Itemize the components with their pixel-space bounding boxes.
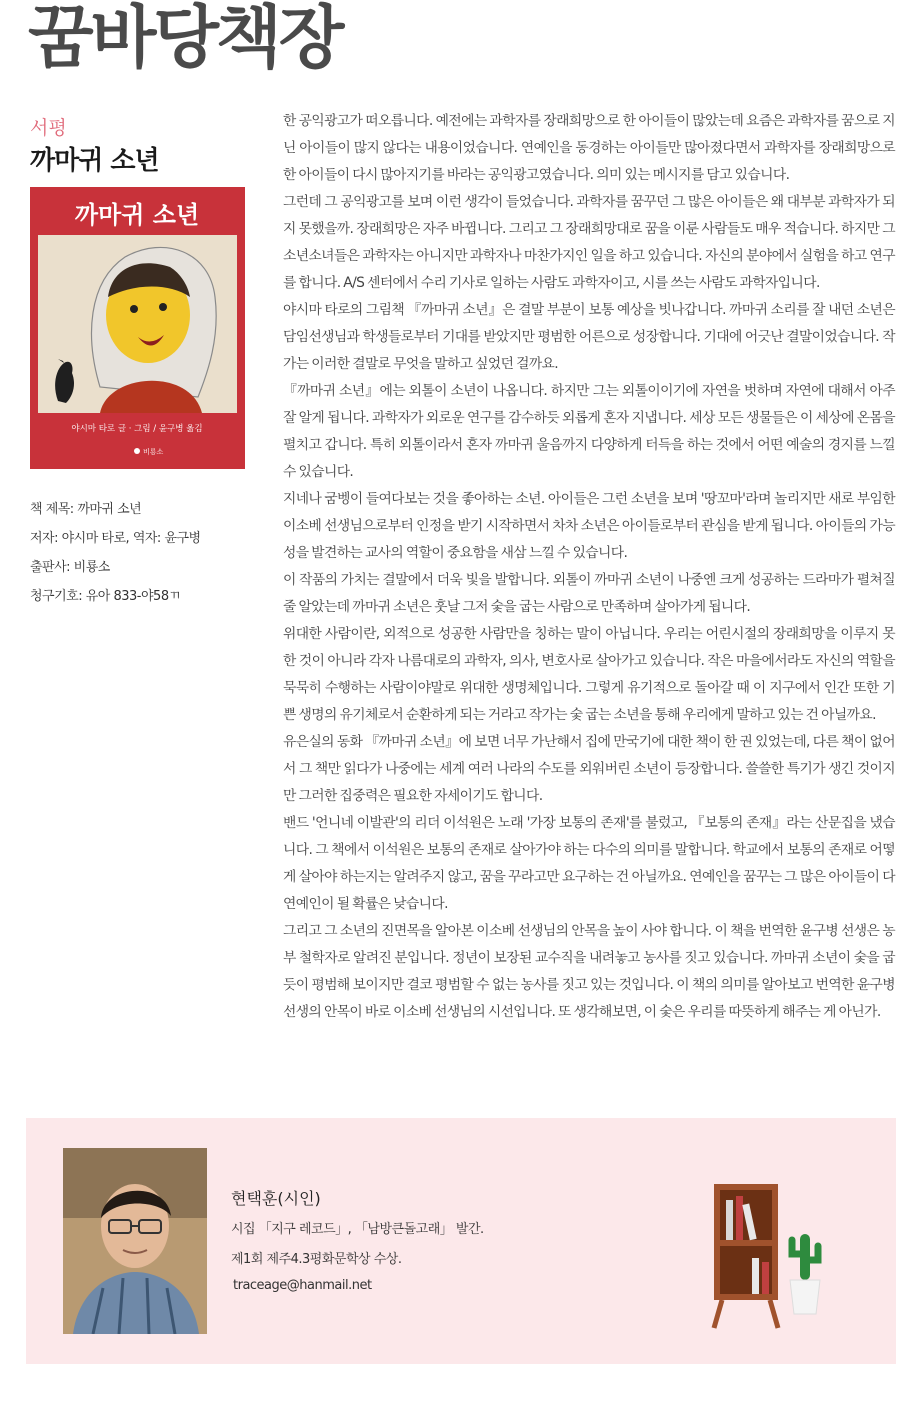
masthead-title: 꿈바당책장 <box>28 0 342 78</box>
author-profile-box <box>26 1118 896 1364</box>
review-body <box>283 108 895 1026</box>
review-paragraph: 그리고 그 소년의 진면목을 알아본 이소베 선생님의 안목을 높이 사야 합니다. 이 책을 번역한 윤구병 선생은 농부 철학자로 알려진 분입니다. 정년이 보장된 교수직을 내려놓고 농사를 짓고 있습니다. 까마귀 소년이 숯을 굽듯이 평범해 보이지만 결코 평범할 수 없는 농사를 짓고 있는 것입니다. 이 책의 의미를 알아보고 번역한 윤구병 선생의 안목이 바로 이소베 선생님의 시선입니다. 또 생각해보면, 이 숯은 우리를 따뜻하게 해주는 게 아닌가. <box>283 923 895 1020</box>
meta-title: 책 제목: 까마귀 소년 <box>30 502 142 517</box>
review-paragraph: 야시마 타로의 그림책 『까마귀 소년』은 결말 부분이 보통 예상을 빗나갑니다. 까마귀 소리를 잘 내던 소년은 담임선생님과 학생들로부터 기대를 받았지만 평범한 어른으로 성장합니다. 기대에 어긋난 결말이었습니다. 작가는 이러한 결말로 무엇을 말하고 싶었던 걸까요. <box>283 302 895 372</box>
review-paragraph: 밴드 '언니네 이발관'의 리더 이석원은 노래 '가장 보통의 존재'를 불렀고, 『보통의 존재』라는 산문집을 냈습니다. 그 책에서 이석원은 보통의 존재로 살아가야 하는 다수의 의미를 말합니다. 학교에서 보통의 존재로 어떻게 살아야 하는지는 알려주지 않고, 꿈을 꾸라고만 요구하는 건 아닐까요. 연예인을 꿈꾸는 그 많은 아이들이 다 연예인이 될 확률은 낮습니다. <box>283 815 895 912</box>
cover-title: 까마귀 소년 <box>74 201 200 229</box>
section-label: 서평 <box>30 117 67 139</box>
meta-author: 저자: 야시마 타로, 역자: 윤구병 <box>30 531 201 546</box>
cover-credit: 야시마 타로 글 · 그림 / 윤구병 옮김 <box>71 424 203 434</box>
review-paragraph: 『까마귀 소년』에는 외톨이 소년이 나옵니다. 하지만 그는 외톨이이기에 자연을 벗하며 자연에 대해서 아주 잘 알게 됩니다. 과학자가 외로운 연구를 감수하듯 외롭게 혼자 지냅니다. 세상 모든 생물들은 이 세상에 온몸을 펼치고 갑니다. 특히 외톨이라서 혼자 까마귀 울음까지 다양하게 터득을 하는 것에서 어떤 예술의 경지를 느낄 수 있습니다. <box>283 383 895 480</box>
meta-call-number: 청구기호: 유아 833-야58ㄲ <box>30 589 181 604</box>
review-paragraph: 지네나 굼벵이 들여다보는 것을 좋아하는 소년. 아이들은 그런 소년을 보며 '땅꼬마'라며 놀리지만 새로 부임한 이소베 선생님으로부터 인정을 받기 시작하면서 차차 소년은 아이들로부터 관심을 받게 됩니다. 아이들의 가능성을 발견하는 교사의 역할이 중요함을 새삼 느낄 수 있습니다. <box>283 491 895 561</box>
book-meta <box>30 500 260 616</box>
author-works: 시집 「지구 레코드」, 「남방큰돌고래」 발간. <box>231 1222 484 1237</box>
author-award: 제1회 제주4.3평화문학상 수상. <box>231 1252 402 1267</box>
cover-publisher-mark: 비룡소 <box>143 448 164 456</box>
review-paragraph: 위대한 사람이란, 외적으로 성공한 사람만을 칭하는 말이 아닙니다. 우리는 어린시절의 장래희망을 이루지 못한 것이 아니라 각자 나름대로의 과학자, 의사, 변호사로 살아가고 있습니다. 작은 마을에서라도 자신의 역할을 묵묵히 수행하는 사람이야말로 위대한 생명체입니다. 그렇게 유기적으로 돌아갈 때 이 지구에서 인간 또한 기쁜 생명의 유기체로서 순환하게 되는 거라고 작가는 숯 굽는 소년을 통해 우리에게 말하고 있는 건 아닐까요. <box>283 626 895 723</box>
review-paragraph: 한 공익광고가 떠오릅니다. 예전에는 과학자를 장래희망으로 한 아이들이 많았는데 요즘은 과학자를 꿈으로 지닌 아이들이 많지 않다는 내용이었습니다. 연예인을 동경하는 아이들만 많아졌다면서 과학자를 장래희망으로 한 아이들이 다시 많아지기를 바라는 공익광고였습니다. 의미 있는 메시지를 담고 있습니다. <box>283 113 895 183</box>
review-paragraph: 유은실의 동화 『까마귀 소년』에 보면 너무 가난해서 집에 만국기에 대한 책이 한 권 있었는데, 다른 책이 없어서 그 책만 읽다가 나중에는 세계 여러 나라의 수도를 외워버린 소년이 등장합니다. 쓸쓸한 특기가 생긴 것이지만 그러한 집중력은 필요한 자세이기도 합니다. <box>283 734 895 804</box>
author-portrait <box>63 1148 207 1334</box>
author-name: 현택훈(시인) <box>231 1189 321 1208</box>
bookshelf-cactus-illustration <box>708 1176 838 1336</box>
book-title: 까마귀 소년 <box>30 146 159 176</box>
book-cover-image <box>30 187 245 469</box>
author-email: traceage@hanmail.net <box>233 1278 372 1293</box>
review-paragraph: 그런데 그 공익광고를 보며 이런 생각이 들었습니다. 과학자를 꿈꾸던 그 많은 아이들은 왜 대부분 과학자가 되지 못했을까. 장래희망은 자주 바뀝니다. 그리고 그 장래희망대로 꿈을 이룬 사람들도 매우 적습니다. 하지만 그 소년소녀들은 과학자는 아니지만 과학자나 마찬가지인 일을 하고 있습니다. 자신의 분야에서 실험을 하고 연구를 합니다. A/S 센터에서 수리 기사로 일하는 사람도 과학자이고, 시를 쓰는 사람도 과학자입니다. <box>283 194 895 291</box>
review-paragraph: 이 작품의 가치는 결말에서 더욱 빛을 발합니다. 외톨이 까마귀 소년이 나중엔 크게 성공하는 드라마가 펼쳐질 줄 알았는데 까마귀 소년은 훗날 그저 숯을 굽는 사람으로 만족하며 살아가게 됩니다. <box>283 572 895 615</box>
meta-publisher: 출판사: 비룡소 <box>30 560 110 575</box>
